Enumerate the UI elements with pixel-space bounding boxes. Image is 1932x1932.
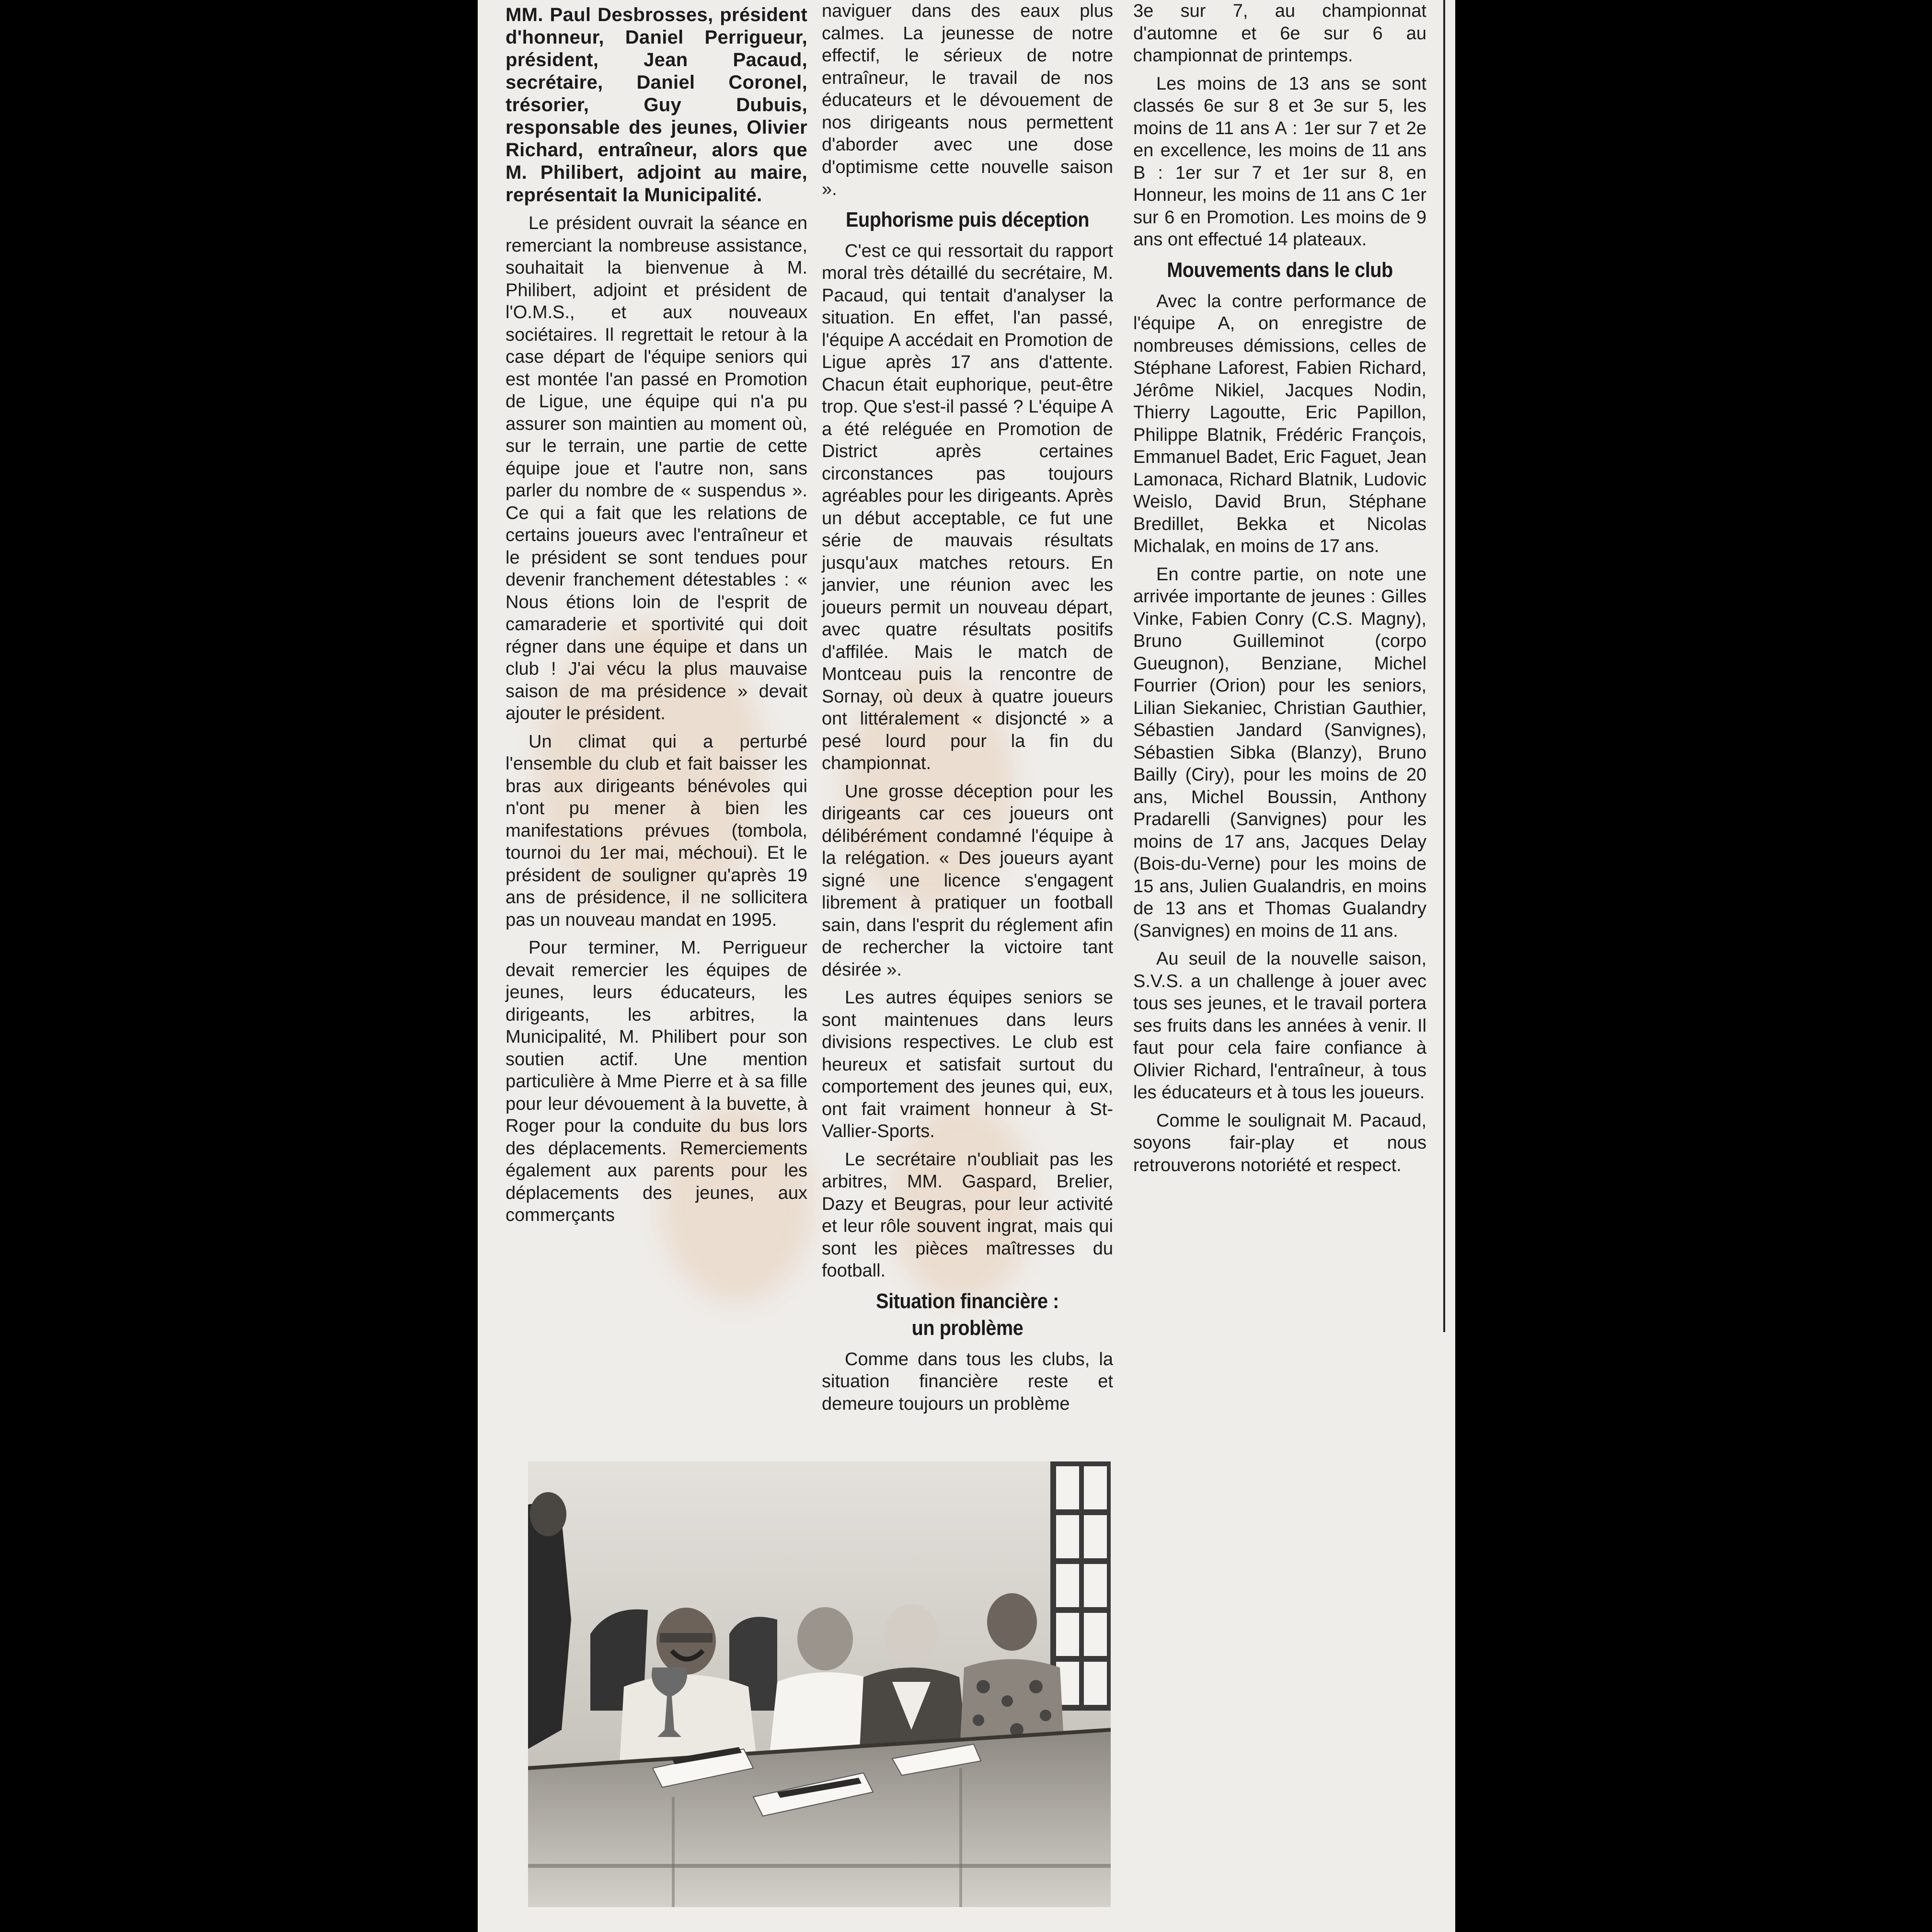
article-paragraph: En contre partie, on note une arrivée importante de jeunes : Gilles Vinke, Fabien Conry (C.S. Magny), Bruno Guilleminot (corpo Gueugnon), Benziane, Michel Fourrier (Orion) pour les seniors, Lilian Siekaniec, Christian Gauthier, Sébastien Jandard (Sanvignes), Sébastien Sibka (Blanzy), Bruno Bailly (Ciry), pour les moins de 20 ans, Michel Boussin, Anthony Pradarelli (Sanvignes) pour les moins de 17 ans, Jacques Delay (Bois-du-Verne) pour les moins de 15 ans, Julien Gualandris, en moins de 13 ans et Thomas Gualandry (Sanvignes) en moins de 11 ans.: [1133, 564, 1426, 941]
article-paragraph: Les moins de 13 ans se sont classés 6e sur 8 et 3e sur 5, les moins de 11 ans A : 1er sur 7 et 2e en excellence, les moins de 11 ans B : 1er sur 7 et 1er sur 8, en Honneur, les moins de 11 ans C 1er sur 6 en Promotion. Les moins de 9 ans ont effectué 14 plateaux.: [1133, 73, 1426, 250]
article-paragraph: 3e sur 7, au championnat d'automne et 6e sur 6 au championnat de printemps.: [1133, 1, 1426, 66]
section-heading-line: un problème: [911, 1316, 1024, 1340]
article-paragraph: Pour terminer, M. Perrigueur devait remercier les équipes de jeunes, leurs éducateurs, les dirigeants, les arbitres, la Municipalité, M. Philibert pour son soutien actif. Une mention particulière à Mme Pierre et à sa fille pour leur dévouement à la buvette, à Roger pour la conduite du bus lors des déplacements. Remerciements également aux parents pour les déplacements des jeunes, aux commerçants: [506, 938, 807, 1225]
section-heading-line: Situation financière :: [876, 1289, 1059, 1313]
article-paragraph: Un climat qui a perturbé l'ensemble du club et fait baisser les bras aux dirigeants bénévoles qui n'ont pu mener à bien les manifestations prévues (tombola, tournoi du 1er mai, méchoui). Et le président de souligner qu'après 19 ans de présidence, il ne sollicitera pas un nouveau mandat en 1995.: [506, 731, 807, 930]
article-column-2: [822, 0, 1113, 1421]
section-heading: [836, 1288, 1098, 1342]
article-paragraph: Comme le soulignait M. Pacaud, soyons fair-play et nous retrouverons notoriété et respect.: [1133, 1110, 1426, 1175]
section-heading: Euphorisme puis déception: [845, 207, 1090, 231]
meeting-photo: [528, 1461, 1111, 1907]
article-paragraph: Avec la contre performance de l'équipe A, on enregistre de nombreuses démissions, celles de Stéphane Laforest, Fabien Richard, Jérôme Nikiel, Jacques Nodin, Thierry Lagoutte, Eric Papillon, Philippe Blatnik, Frédéric François, Emmanuel Badet, Eric Faguet, Jean Lamonaca, Richard Blatnik, Ludovic Weislo, David Brun, Stéphane Bredillet, Bekka et Nicolas Michalak, en moins de 17 ans.: [1133, 291, 1426, 556]
article-paragraph: Le secrétaire n'oubliait pas les arbitres, MM. Gaspard, Brelier, Dazy et Beugras, pour leur activité et leur rôle souvent ingrat, mais qui sont les pièces maîtresses du football.: [822, 1149, 1113, 1281]
article-paragraph: Au seuil de la nouvelle saison, S.V.S. a un challenge à jouer avec tous ses jeunes, et le travail portera ses fruits dans les années à venir. Il faut pour cela faire confiance à Olivier Richard, l'entraîneur, à tous les éducateurs et à tous les joueurs.: [1133, 949, 1426, 1103]
article-column-1: [506, 0, 807, 1232]
article-lede: MM. Paul Desbrosses, président d'honneur, Daniel Perrigueur, président, Jean Pacaud, secrétaire, Daniel Coronel, trésorier, Guy Dubuis, responsable des jeunes, Olivier Richard, entraîneur, alors que M. Philibert, adjoint au maire, représentait la Municipalité.: [506, 4, 807, 206]
section-heading: Mouvements dans le club: [1167, 258, 1393, 282]
column-rule: [1443, 0, 1445, 1332]
article-paragraph: naviguer dans des eaux plus calmes. La jeunesse de notre effectif, le sérieux de notre entraîneur, le travail de nos éducateurs et le dévouement de nos dirigeants nous permettent d'aborder avec une dose d'optimisme cette nouvelle saison ».: [822, 1, 1113, 199]
article-paragraph: Comme dans tous les clubs, la situation financière reste et demeure toujours un problème: [822, 1349, 1113, 1414]
article-paragraph: Le président ouvrait la séance en remerciant la nombreuse assistance, souhaitait la bienvenue à M. Philibert, adjoint et président de l'O.M.S., et aux nouveaux sociétaires. Il regrettait le retour à la case départ de l'équipe seniors qui est montée l'an passé en Promotion de Ligue, une équipe qui n'a pu assurer son maintien au moment où, sur le terrain, une partie de cette équipe joue et l'autre non, sans parler du nombre de « suspendus ». Ce qui a fait que les relations de certains joueurs avec l'entraîneur et le président se sont tendues pour devenir franchement détestables : « Nous étions loin de l'esprit de camaraderie et sportivité qui doit régner dans une équipe et dans un club ! J'ai vécu la plus mauvaise saison de ma présidence » devait ajouter le président.: [506, 213, 807, 724]
newspaper-clipping: [478, 0, 1455, 1932]
article-paragraph: Une grosse déception pour les dirigeants car ces joueurs ont délibérément condamné l'équipe à la relégation. « Des joueurs ayant signé une licence s'engagent librement à pratiquer un football sain, dans l'esprit du réglement afin de rechercher la victoire tant désirée ».: [822, 781, 1113, 980]
article-column-3: [1133, 0, 1426, 1182]
article-paragraph: C'est ce qui ressortait du rapport moral très détaillé du secrétaire, M. Pacaud, qui tentait d'analyser la situation. En effet, l'an passé, l'équipe A accédait en Promotion de Ligue après 17 ans d'attente. Chacun était euphorique, peut-être trop. Que s'est-il passé ? L'équipe A a été reléguée en Promotion de District après certaines circonstances pas toujours agréables pour les dirigeants. Après un début acceptable, ce fut une série de mauvais résultats jusqu'aux matches retours. En janvier, une réunion avec les joueurs permit un nouveau départ, avec quatre résultats positifs d'affilée. Mais le match de Montceau puis la rencontre de Sornay, où deux à quatre joueurs ont littéralement « disjoncté » a pesé lourd pour la fin du championnat.: [822, 241, 1113, 773]
article-paragraph: Les autres équipes seniors se sont maintenues dans leurs divisions respectives. Le club est heureux et satisfait surtout du comportement des jeunes qui, eux, ont fait vraiment honneur à St-Vallier-Sports.: [822, 988, 1113, 1141]
